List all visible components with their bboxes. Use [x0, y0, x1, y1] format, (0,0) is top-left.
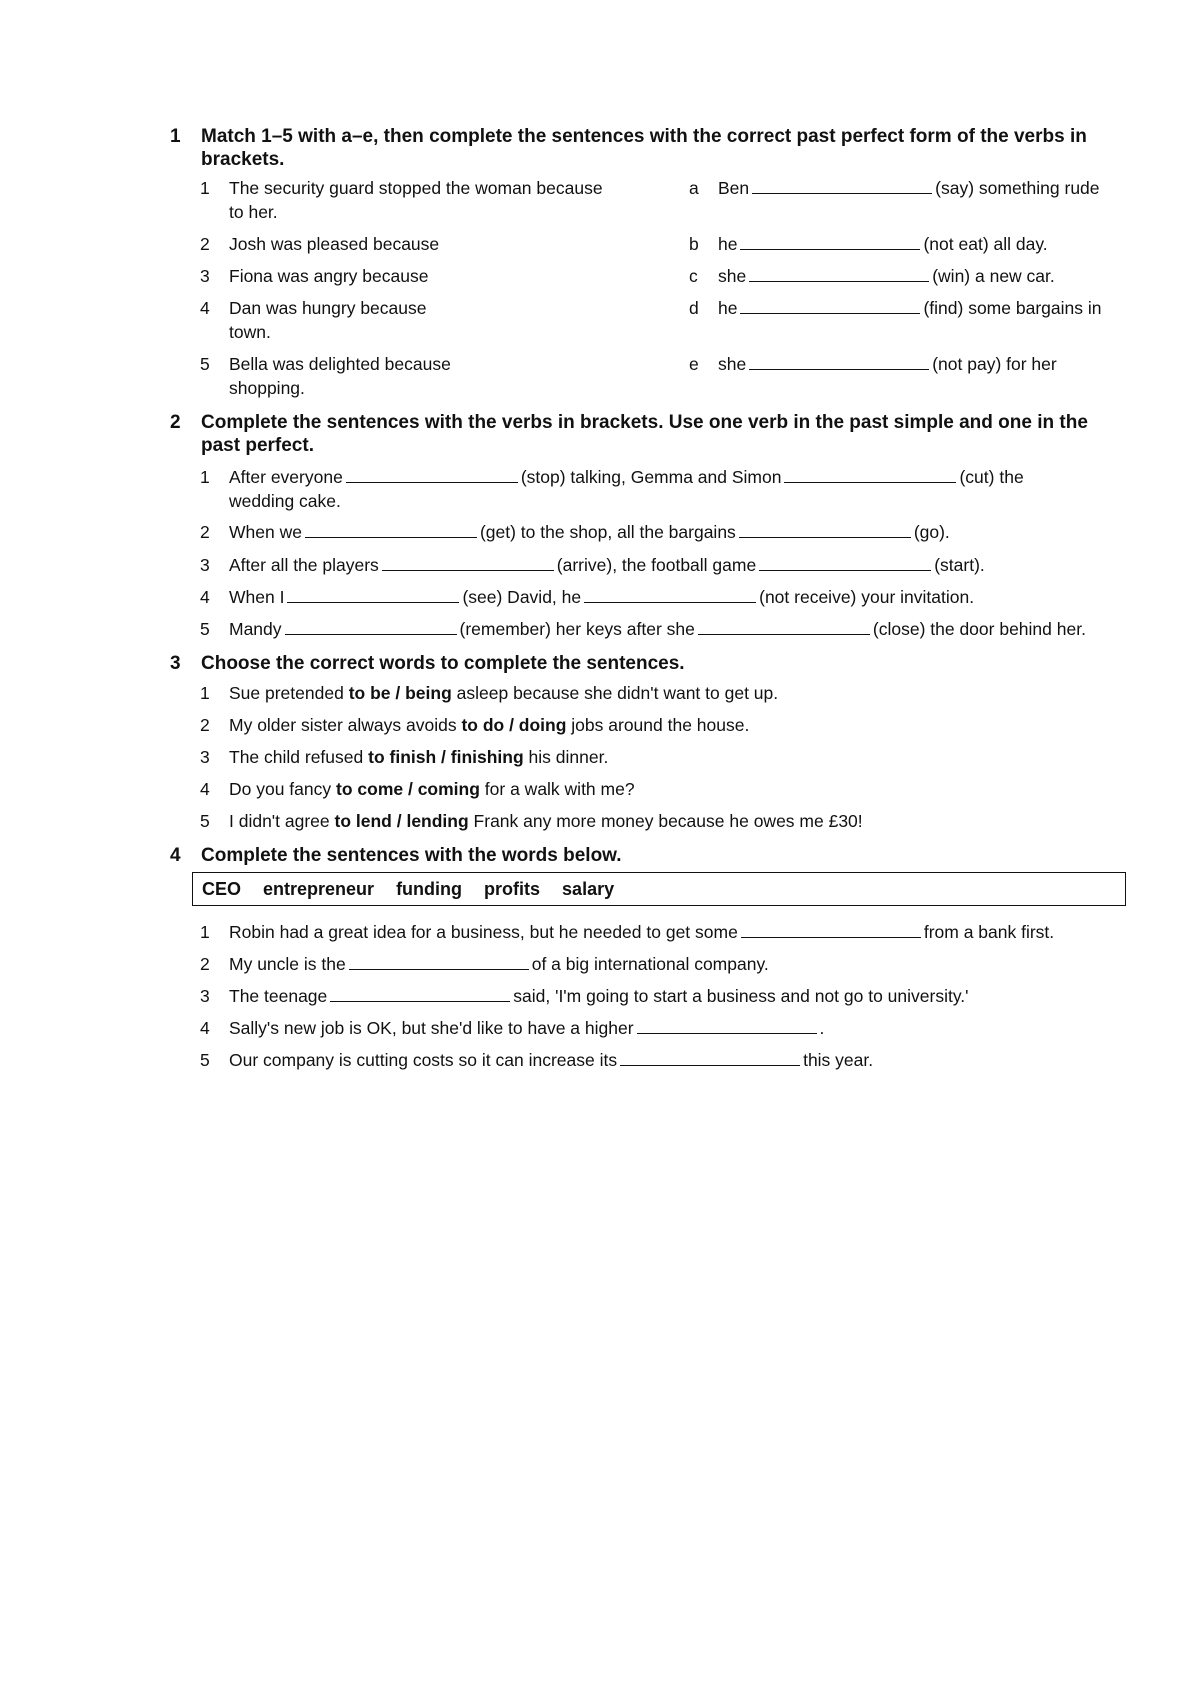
- item-number: 4: [200, 779, 210, 799]
- item-text: she (not pay) for her: [718, 354, 1057, 374]
- item-letter: b: [689, 234, 699, 254]
- word-bank-item: profits: [484, 879, 541, 899]
- answer-blank[interactable]: [741, 923, 921, 938]
- answer-blank[interactable]: [637, 1019, 817, 1034]
- answer-blank[interactable]: [584, 588, 756, 603]
- item-text: The child refused to finish / finishing his dinner.: [229, 747, 609, 767]
- exercise-number: 1: [170, 126, 181, 147]
- word-bank-item: salary: [562, 879, 615, 899]
- answer-blank[interactable]: [784, 468, 956, 483]
- choice-options[interactable]: to do / doing: [461, 715, 567, 735]
- item-number: 3: [200, 986, 210, 1006]
- item-number: 2: [200, 234, 210, 254]
- item-text: The teenage said, 'I'm going to start a business and not go to university.': [229, 986, 969, 1006]
- item-text: Do you fancy to come / coming for a walk with me?: [229, 779, 635, 799]
- exercise-number: 3: [170, 653, 181, 674]
- item-letter: d: [689, 298, 699, 318]
- answer-blank[interactable]: [759, 556, 931, 571]
- choice-options[interactable]: to be / being: [348, 683, 452, 703]
- exercise-instruction: Match 1–5 with a–e, then complete the sentences with the correct past perfect form of the verbs in brackets.: [201, 126, 1087, 170]
- item-text: After all the players (arrive), the football game (start).: [229, 555, 985, 575]
- item-number: 4: [200, 587, 210, 607]
- item-number: 5: [200, 1050, 210, 1070]
- item-text: Mandy (remember) her keys after she (close) the door behind her.: [229, 619, 1086, 639]
- item-text: he (not eat) all day.: [718, 234, 1048, 254]
- item-number: 2: [200, 715, 210, 735]
- item-text: wedding cake.: [229, 491, 341, 511]
- item-number: 3: [200, 266, 210, 286]
- item-text: When I (see) David, he (not receive) your invitation.: [229, 587, 975, 607]
- exercise-instruction: Complete the sentences with the words below.: [201, 845, 622, 866]
- item-text: she (win) a new car.: [718, 266, 1055, 286]
- exercise-instruction: Complete the sentences with the verbs in brackets. Use one verb in the past simple and one in the past perfect.: [201, 412, 1088, 456]
- item-letter: e: [689, 354, 699, 374]
- item-text: My older sister always avoids to do / doing jobs around the house.: [229, 715, 750, 735]
- item-number: 1: [200, 467, 210, 487]
- answer-blank[interactable]: [740, 299, 920, 314]
- answer-blank[interactable]: [287, 588, 459, 603]
- word-bank: [192, 872, 1126, 906]
- item-number: 3: [200, 747, 210, 767]
- item-text: Sally's new job is OK, but she'd like to have a higher .: [229, 1018, 825, 1038]
- item-text: The security guard stopped the woman because: [229, 178, 603, 198]
- item-letter: c: [689, 266, 698, 286]
- item-letter: a: [689, 178, 699, 198]
- item-text: Ben (say) something rude: [718, 178, 1100, 198]
- exercise-number: 4: [170, 845, 181, 866]
- choice-options[interactable]: to finish / finishing: [368, 747, 524, 767]
- item-text: to her.: [229, 202, 278, 222]
- word-bank-item: entrepreneur: [263, 879, 375, 899]
- answer-blank[interactable]: [739, 523, 911, 538]
- item-text: After everyone (stop) talking, Gemma and Simon (cut) the: [229, 467, 1024, 487]
- item-text: I didn't agree to lend / lending Frank any more money because he owes me £30!: [229, 811, 863, 831]
- item-number: 1: [200, 922, 210, 942]
- answer-blank[interactable]: [349, 955, 529, 970]
- answer-blank[interactable]: [752, 179, 932, 194]
- item-text: town.: [229, 322, 271, 342]
- item-number: 5: [200, 619, 210, 639]
- item-number: 2: [200, 954, 210, 974]
- item-number: 2: [200, 522, 210, 542]
- answer-blank[interactable]: [382, 556, 554, 571]
- item-number: 4: [200, 298, 210, 318]
- item-text: Josh was pleased because: [229, 234, 440, 254]
- item-number: 5: [200, 811, 210, 831]
- choice-options[interactable]: to come / coming: [336, 779, 480, 799]
- item-number: 5: [200, 354, 210, 374]
- answer-blank[interactable]: [330, 987, 510, 1002]
- item-text: he (find) some bargains in: [718, 298, 1102, 318]
- item-text: Fiona was angry because: [229, 266, 429, 286]
- answer-blank[interactable]: [740, 235, 920, 250]
- answer-blank[interactable]: [620, 1051, 800, 1066]
- answer-blank[interactable]: [346, 468, 518, 483]
- item-text: Sue pretended to be / being asleep because she didn't want to get up.: [229, 683, 779, 703]
- item-text: My uncle is the of a big international company.: [229, 954, 769, 974]
- item-text: Bella was delighted because: [229, 354, 451, 374]
- item-text: Our company is cutting costs so it can increase its this year.: [229, 1050, 874, 1070]
- exercise-instruction: Choose the correct words to complete the sentences.: [201, 653, 685, 674]
- answer-blank[interactable]: [749, 355, 929, 370]
- item-number: 3: [200, 555, 210, 575]
- answer-blank[interactable]: [749, 267, 929, 282]
- item-number: 4: [200, 1018, 210, 1038]
- word-bank-item: funding: [396, 879, 463, 899]
- word-bank-item: CEO: [202, 879, 242, 899]
- answer-blank[interactable]: [285, 620, 457, 635]
- item-text: Dan was hungry because: [229, 298, 427, 318]
- answer-blank[interactable]: [305, 523, 477, 538]
- choice-options[interactable]: to lend / lending: [334, 811, 469, 831]
- item-text: shopping.: [229, 378, 305, 398]
- exercise-number: 2: [170, 412, 181, 433]
- answer-blank[interactable]: [698, 620, 870, 635]
- item-text: When we (get) to the shop, all the bargains (go).: [229, 522, 950, 542]
- item-text: Robin had a great idea for a business, but he needed to get some from a bank first.: [229, 922, 1055, 942]
- item-number: 1: [200, 683, 210, 703]
- item-number: 1: [200, 178, 210, 198]
